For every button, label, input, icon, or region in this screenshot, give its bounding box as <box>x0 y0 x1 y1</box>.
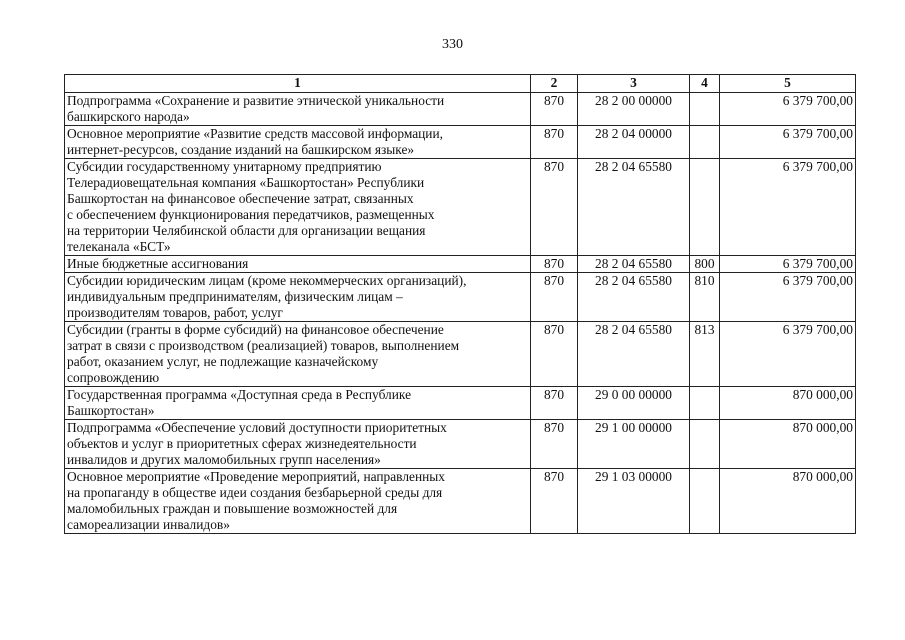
row-amount: 6 379 700,00 <box>720 273 856 322</box>
table-row <box>65 469 856 534</box>
row-name-line: Подпрограмма «Обеспечение условий доступности приоритетных <box>67 420 447 435</box>
row-target-code: 28 2 04 00000 <box>578 126 690 159</box>
row-admin-code: 870 <box>531 256 578 273</box>
row-amount: 6 379 700,00 <box>720 256 856 273</box>
row-expense-type <box>690 420 720 469</box>
row-name-cell <box>65 420 531 469</box>
row-name-line: Государственная программа «Доступная среда в Республике <box>67 387 412 402</box>
row-target-code: 28 2 00 00000 <box>578 93 690 126</box>
row-name-line: с обеспечением функционирования передатчиков, размещенных <box>67 207 435 222</box>
row-amount: 870 000,00 <box>720 469 856 534</box>
row-target-code: 29 1 03 00000 <box>578 469 690 534</box>
row-name-line: работ, оказанием услуг, не подлежащие казначейскому <box>67 354 379 369</box>
table-row <box>65 93 856 126</box>
row-name-line: сопровождению <box>67 370 160 385</box>
row-expense-type <box>690 387 720 420</box>
row-amount: 870 000,00 <box>720 420 856 469</box>
row-amount: 6 379 700,00 <box>720 93 856 126</box>
row-name-line: самореализации инвалидов» <box>67 517 230 532</box>
row-name-line: инвалидов и других маломобильных групп населения» <box>67 452 381 467</box>
row-name-line: Башкортостан» <box>67 403 155 418</box>
row-admin-code: 870 <box>531 159 578 256</box>
row-name-line: на пропаганду в обществе идеи создания безбарьерной среды для <box>67 485 443 500</box>
row-name-cell <box>65 469 531 534</box>
row-expense-type <box>690 469 720 534</box>
row-expense-type: 800 <box>690 256 720 273</box>
row-name-cell <box>65 93 531 126</box>
row-expense-type <box>690 159 720 256</box>
row-target-code: 28 2 04 65580 <box>578 159 690 256</box>
row-name-cell <box>65 322 531 387</box>
row-name-line: Основное мероприятие «Проведение мероприятий, направленных <box>67 469 445 484</box>
row-name-line: Субсидии государственному унитарному предприятию <box>67 159 382 174</box>
table-row <box>65 126 856 159</box>
table-row <box>65 256 856 273</box>
row-expense-type: 810 <box>690 273 720 322</box>
row-name-line: маломобильных граждан и повышение возможностей для <box>67 501 398 516</box>
row-target-code: 29 1 00 00000 <box>578 420 690 469</box>
row-expense-type: 813 <box>690 322 720 387</box>
table-body <box>65 93 856 534</box>
row-name-cell <box>65 126 531 159</box>
table-row <box>65 159 856 256</box>
page-number: 330 <box>442 37 463 52</box>
row-target-code: 28 2 04 65580 <box>578 273 690 322</box>
header-col-amount: 5 <box>720 75 856 93</box>
header-col-type: 4 <box>690 75 720 93</box>
row-amount: 6 379 700,00 <box>720 322 856 387</box>
row-name-line: индивидуальным предпринимателям, физическим лицам – <box>67 289 403 304</box>
table-row <box>65 273 856 322</box>
row-name-line: башкирского народа» <box>67 109 190 124</box>
row-admin-code: 870 <box>531 273 578 322</box>
row-admin-code: 870 <box>531 322 578 387</box>
budget-table <box>64 74 856 534</box>
row-name-line: Основное мероприятие «Развитие средств массовой информации, <box>67 126 443 141</box>
row-name-line: производителям товаров, работ, услуг <box>67 305 283 320</box>
row-name-line: Башкортостан на финансовое обеспечение затрат, связанных <box>67 191 414 206</box>
row-name-line: Телерадиовещательная компания «Башкортостан» Республики <box>67 175 425 190</box>
row-admin-code: 870 <box>531 93 578 126</box>
row-target-code: 28 2 04 65580 <box>578 322 690 387</box>
row-expense-type <box>690 126 720 159</box>
row-name-line: Иные бюджетные ассигнования <box>67 256 249 271</box>
row-amount: 6 379 700,00 <box>720 159 856 256</box>
row-name-cell <box>65 387 531 420</box>
row-admin-code: 870 <box>531 387 578 420</box>
row-target-code: 29 0 00 00000 <box>578 387 690 420</box>
table-row <box>65 420 856 469</box>
row-name-line: интернет-ресурсов, создание изданий на башкирском языке» <box>67 142 415 157</box>
table-row <box>65 387 856 420</box>
table-header-row <box>65 75 856 93</box>
table-row <box>65 322 856 387</box>
row-amount: 6 379 700,00 <box>720 126 856 159</box>
row-name-cell <box>65 273 531 322</box>
row-target-code: 28 2 04 65580 <box>578 256 690 273</box>
row-name-line: Субсидии (гранты в форме субсидий) на финансовое обеспечение <box>67 322 444 337</box>
row-name-line: Подпрограмма «Сохранение и развитие этнической уникальности <box>67 93 445 108</box>
row-amount: 870 000,00 <box>720 387 856 420</box>
row-name-line: затрат в связи с производством (реализацией) товаров, выполнением <box>67 338 460 353</box>
header-col-admin: 2 <box>531 75 578 93</box>
row-name-line: Субсидии юридическим лицам (кроме некоммерческих организаций), <box>67 273 467 288</box>
row-admin-code: 870 <box>531 420 578 469</box>
row-expense-type <box>690 93 720 126</box>
row-name-cell <box>65 159 531 256</box>
row-admin-code: 870 <box>531 469 578 534</box>
row-name-line: телеканала «БСТ» <box>67 239 171 254</box>
header-col-name: 1 <box>65 75 531 93</box>
row-admin-code: 870 <box>531 126 578 159</box>
header-col-target: 3 <box>578 75 690 93</box>
row-name-cell <box>65 256 531 273</box>
row-name-line: объектов и услуг в приоритетных сферах жизнедеятельности <box>67 436 417 451</box>
row-name-line: на территории Челябинской области для организации вещания <box>67 223 426 238</box>
